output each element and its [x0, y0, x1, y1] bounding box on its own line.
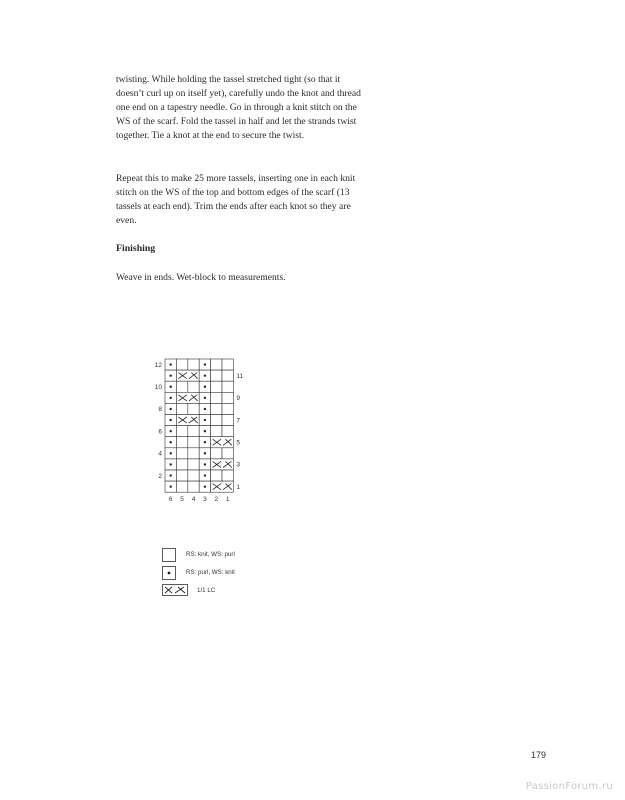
purl-cell	[165, 426, 176, 437]
column-number-label: 5	[180, 496, 184, 504]
column-number-label: 1	[225, 496, 230, 504]
column-number-label: 6	[168, 496, 173, 504]
knit-cell	[211, 426, 222, 437]
purl-cell	[199, 415, 210, 426]
knitting-chart	[147, 356, 267, 516]
purl-cell	[165, 359, 176, 370]
legend-lc-symbol	[162, 584, 188, 596]
row-number-label: 5	[236, 439, 241, 447]
body-paragraph-finishing: Weave in ends. Wet-block to measurements.	[116, 272, 286, 283]
purl-cell	[165, 403, 176, 414]
column-number-label: 2	[214, 496, 219, 504]
knit-cell	[211, 470, 222, 481]
knit-cell	[211, 392, 222, 403]
row-number-label: 7	[236, 417, 241, 425]
knit-cell	[176, 448, 187, 459]
lc-cable-cell	[211, 481, 234, 492]
purl-cell	[199, 359, 210, 370]
purl-cell	[199, 392, 210, 403]
knit-cell	[188, 448, 199, 459]
knit-cell	[222, 470, 233, 481]
purl-cell	[165, 481, 176, 492]
purl-cell	[165, 415, 176, 426]
row-number-label: 10	[154, 383, 162, 391]
purl-cell	[165, 392, 176, 403]
knit-cell	[222, 403, 233, 414]
purl-cell	[199, 381, 210, 392]
row-number-label: 6	[158, 428, 162, 436]
knit-cell	[176, 381, 187, 392]
knit-cell	[188, 481, 199, 492]
purl-cell	[165, 370, 176, 381]
purl-cell	[199, 470, 210, 481]
knit-cell	[188, 359, 199, 370]
body-paragraph-tassel-steps: twisting. While holding the tassel stretched tight (so that it doesn’t curl up on itself yet), carefully undo the knot and thread one end on a tapestry needle. Go in through a knit stitch on the WS of the scarf. Fold the tassel in half and let the strands twist together. Tie a knot at the end to secure the twist.	[116, 74, 361, 141]
purl-cell	[165, 470, 176, 481]
knit-cell	[211, 370, 222, 381]
legend-purl-symbol	[162, 566, 176, 580]
knit-cell	[222, 426, 233, 437]
row-number-label: 4	[158, 450, 162, 458]
knit-cell	[188, 381, 199, 392]
lc-cable-cell	[176, 415, 199, 426]
knit-cell	[188, 426, 199, 437]
knit-cell	[222, 381, 233, 392]
knit-cell	[211, 415, 222, 426]
row-number-label: 12	[154, 361, 162, 369]
purl-cell	[165, 437, 176, 448]
lc-cable-cell	[176, 392, 199, 403]
purl-cell	[165, 459, 176, 470]
row-number-label: 3	[236, 461, 241, 469]
purl-cell	[199, 481, 210, 492]
row-number-label: 1	[236, 483, 241, 491]
lc-cable-cell	[211, 437, 234, 448]
knit-cell	[176, 359, 187, 370]
legend-knit-symbol	[162, 548, 176, 562]
knit-cell	[222, 415, 233, 426]
knit-cell	[222, 392, 233, 403]
knit-cell	[176, 459, 187, 470]
knit-cell	[176, 426, 187, 437]
legend-lc-label: 1/1 LC	[197, 587, 216, 594]
knit-cell	[211, 448, 222, 459]
knit-cell	[176, 403, 187, 414]
row-number-label: 9	[236, 395, 241, 403]
row-number-label: 8	[158, 406, 162, 414]
purl-cell	[199, 370, 210, 381]
column-number-label: 3	[203, 496, 207, 504]
knit-cell	[176, 470, 187, 481]
knit-cell	[222, 359, 233, 370]
knit-cell	[211, 403, 222, 414]
knit-cell	[176, 437, 187, 448]
section-heading-finishing: Finishing	[116, 243, 156, 254]
column-number-label: 4	[191, 496, 196, 504]
purl-cell	[165, 448, 176, 459]
purl-cell	[165, 381, 176, 392]
legend-knit-label: RS: knit, WS: purl	[186, 551, 235, 558]
knit-cell	[188, 403, 199, 414]
knit-cell	[188, 470, 199, 481]
body-paragraph-repeat-tassels: Repeat this to make 25 more tassels, inserting one in each knit stitch on the WS of the top and bottom edges of the scarf (13 tassels at each end). Trim the ends after each knot so they are even.	[116, 173, 356, 226]
knit-cell	[211, 359, 222, 370]
purl-cell	[199, 459, 210, 470]
purl-cell	[199, 403, 210, 414]
knit-cell	[211, 381, 222, 392]
knit-cell	[222, 448, 233, 459]
purl-cell	[199, 437, 210, 448]
purl-cell	[199, 448, 210, 459]
watermark: PassionForum.ru	[525, 781, 613, 792]
knit-cell	[188, 459, 199, 470]
legend-purl-label: RS: purl, WS: knit	[186, 569, 235, 576]
knit-cell	[188, 437, 199, 448]
knit-cell	[176, 481, 187, 492]
page-number: 179	[531, 750, 547, 760]
lc-cable-cell	[211, 459, 234, 470]
knit-cell	[222, 370, 233, 381]
lc-cable-cell	[176, 370, 199, 381]
row-number-label: 11	[236, 372, 244, 380]
purl-cell	[199, 426, 210, 437]
row-number-label: 2	[158, 472, 162, 480]
